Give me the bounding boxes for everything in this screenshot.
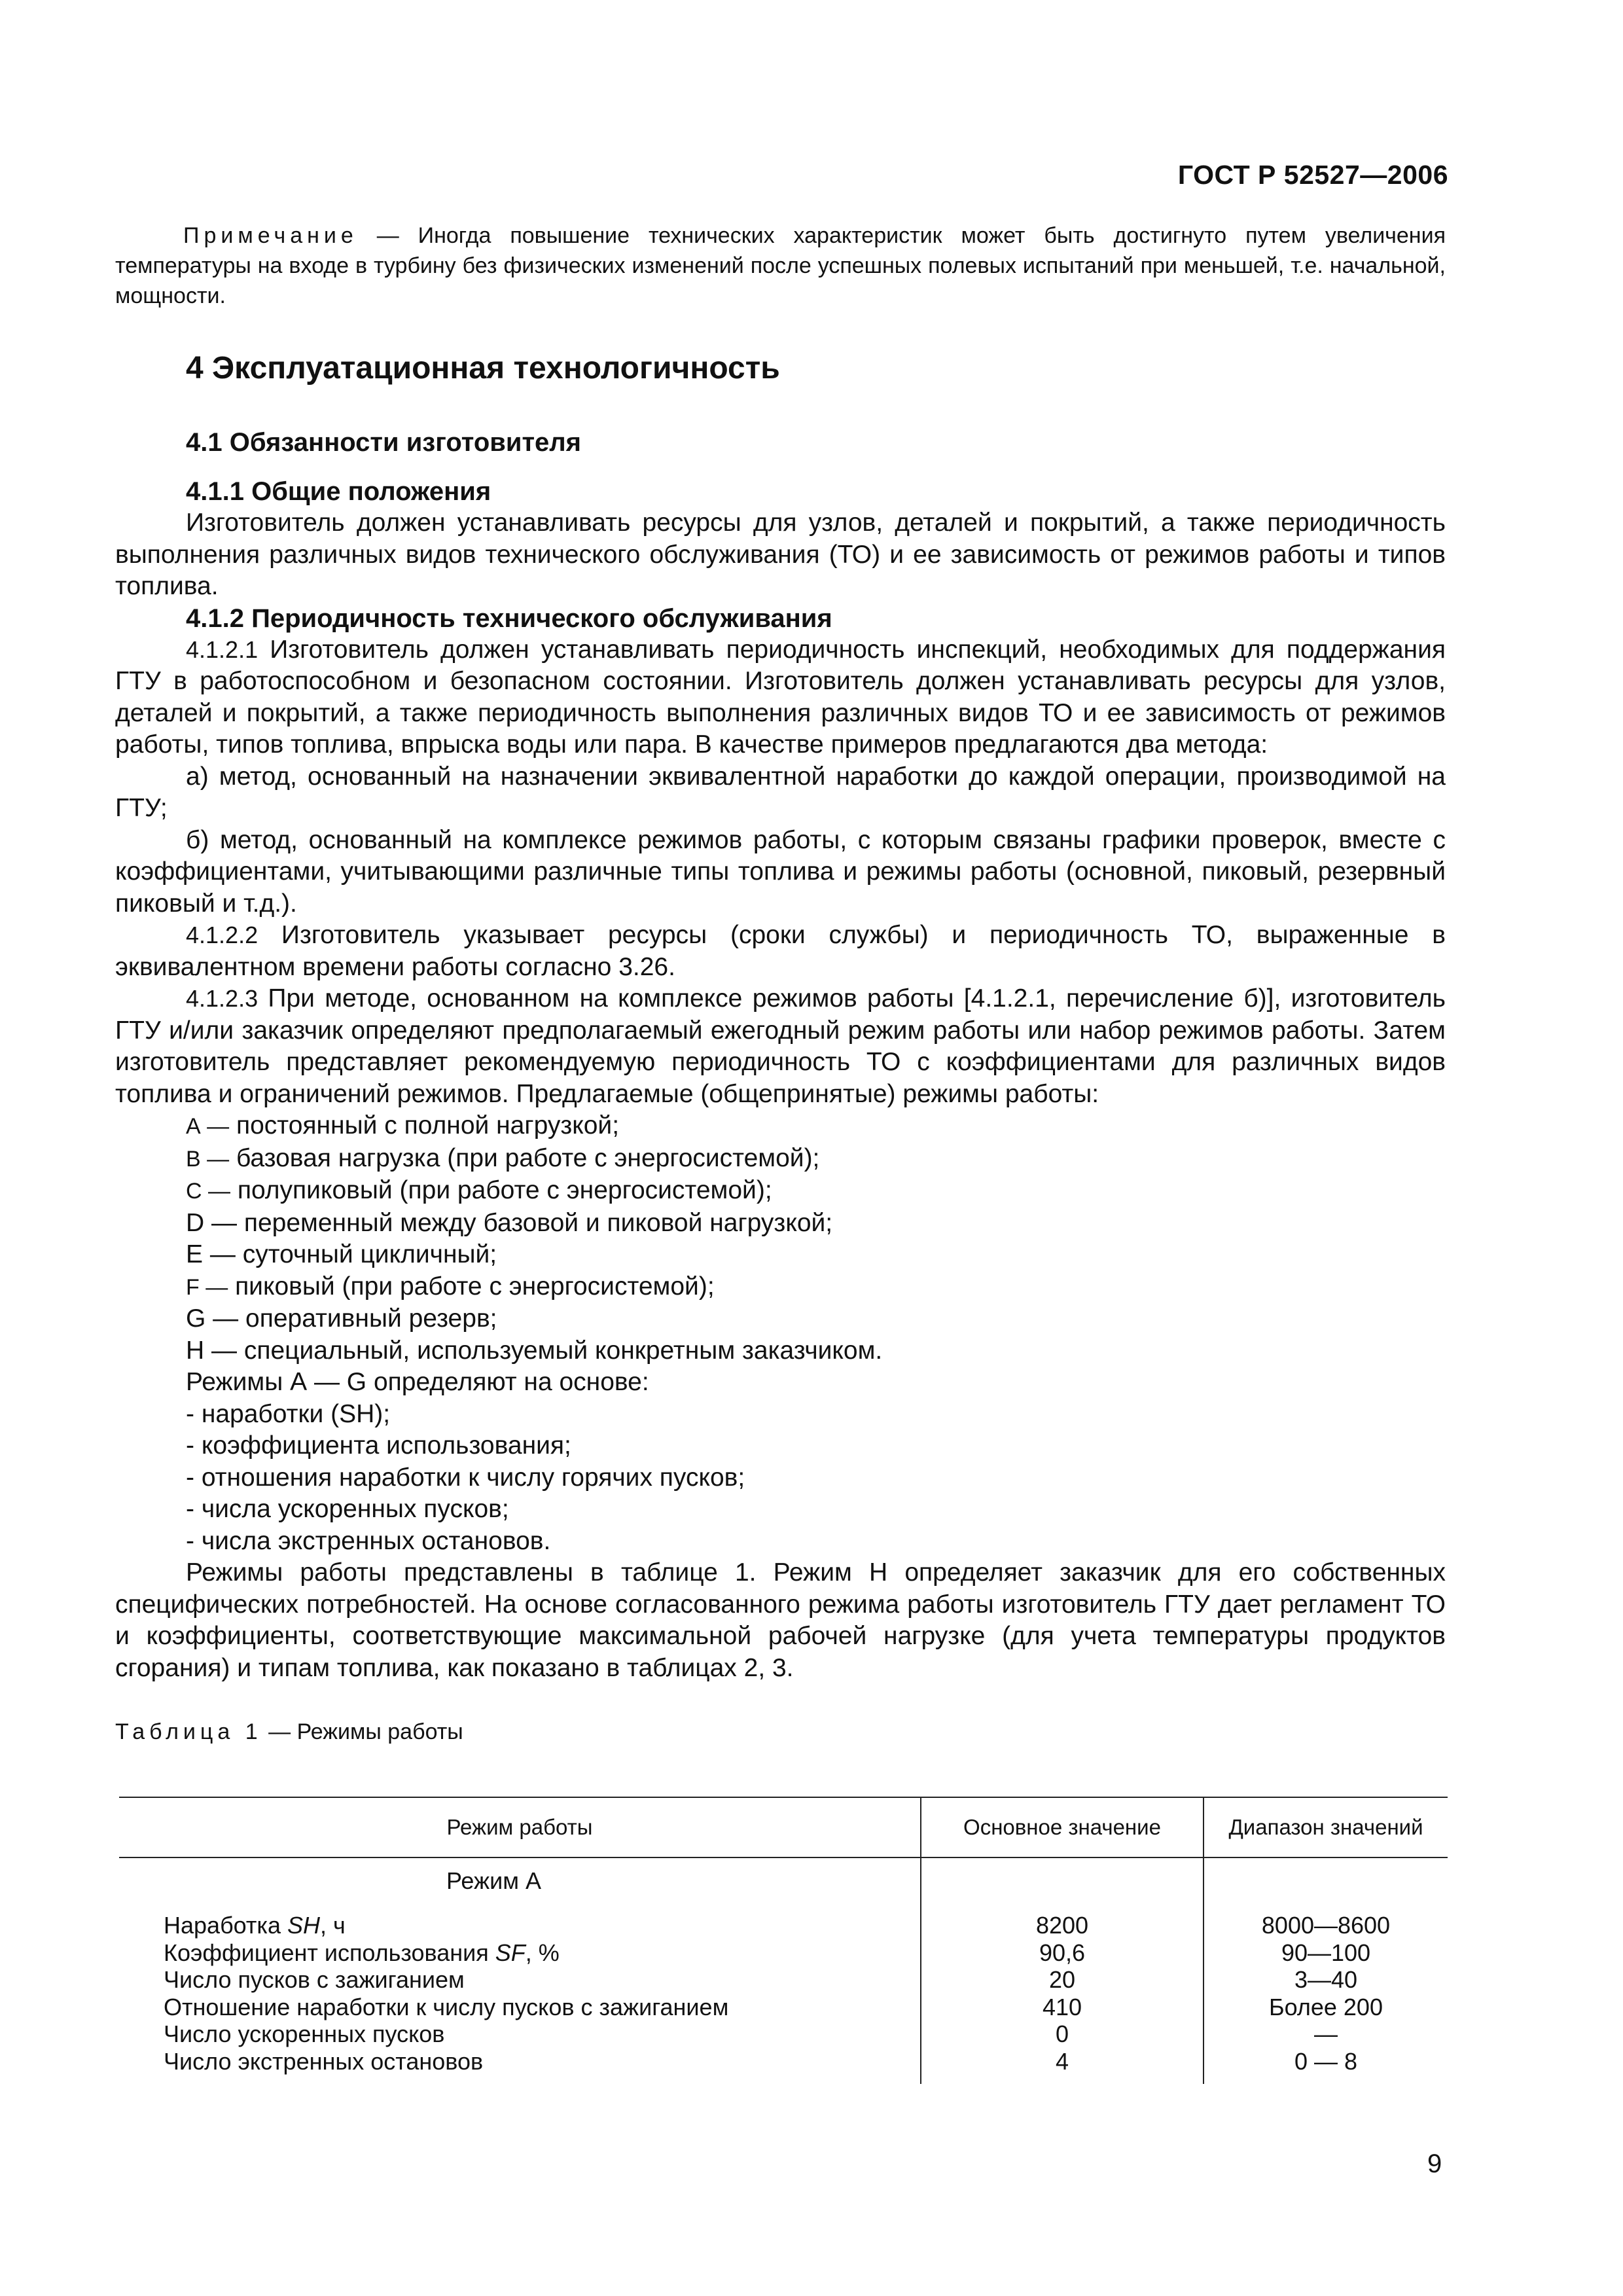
list-item: А — постоянный с полной нагрузкой; (186, 1111, 620, 1139)
modes-table (119, 1797, 1448, 2084)
list-item: - числа ускоренных пусков; (186, 1495, 509, 1523)
note-text: — Иногда повышение технических характеристик может быть достигнуто путем увеличения температуры на входе в турбину без физических изменений после успешных полевых испытаний при меньшей, т.е. начальной, мощности. (115, 223, 1446, 308)
basic-value: 20 (1048, 1966, 1076, 1993)
list-item: - коэффициента использования; (186, 1431, 571, 1460)
closing-paragraph: Режимы работы представлены в таблице 1. Режим Н определяет заказчик для его собственных специфических потребностей. На основе согласованного режима работы изготовитель ГТУ дает регламент ТО и коэффициенты, соответствующие максимальной рабочей нагрузке (для учета температуры продуктов сгорания) и типам топлива, как показано в таблицах 2, 3. (115, 1558, 1446, 1682)
document-code: ГОСТ Р 52527—2006 (1177, 160, 1448, 190)
parameter-name: Число пусков с зажиганием (164, 1966, 465, 1993)
list-item: Н — специальный, используемый конкретным заказчиком. (186, 1336, 883, 1365)
column-header: Режим работы (119, 1797, 921, 1857)
section-4-1-heading: 4.1 Обязанности изготовителя (186, 428, 582, 457)
parameter-name: Отношение наработки к числу пусков с зажиганием (164, 1993, 729, 2020)
modes-list (115, 1110, 1446, 1367)
section-4-1-2-heading: 4.1.2 Периодичность технического обслуживания (186, 603, 832, 633)
parameter-name: Коэффициент использования SF, % (164, 1939, 560, 1966)
section-4-heading: 4 Эксплуатационная технологичность (186, 351, 780, 386)
parameter-names (164, 1912, 920, 2075)
note-paragraph (115, 221, 1446, 311)
list-item: - наработки (SH); (186, 1399, 391, 1428)
range-values (1204, 1912, 1448, 2075)
section-4-1-1-text: Изготовитель должен устанавливать ресурсы для узлов, деталей и покрытий, а также периодичность выполнения различных видов технического обслуживания (ТО) и ее зависимость от режимов работы и типов топлива. (115, 509, 1446, 600)
paragraph-text: При методе, основанном на комплексе режимов работы [4.1.2.1, перечисление б)], изготовитель ГТУ и/или заказчик определяют предполагаемый ежегодный режим работы или набор режимов работы. Затем изготовитель представляет рекомендуемую периодичность ТО с коэффициентами для различных видов топлива и ограничений режимов. Предлагаемые (общепринятые) режимы работы: (115, 984, 1446, 1108)
section-4-1-1-heading: 4.1.1 Общие положения (186, 477, 491, 506)
table-row (119, 1857, 1448, 1904)
list-item: Е — суточный цикличный; (186, 1240, 497, 1268)
basic-value: 0 (1055, 2020, 1069, 2047)
list-item: В — базовая нагрузка (при работе с энергосистемой); (186, 1143, 820, 1172)
table-header-row (119, 1797, 1448, 1857)
paragraph-text: Изготовитель должен устанавливать периодичность инспекций, необходимых для поддержания ГТУ в работоспособном и безопасном состоянии. Изготовитель должен устанавливать ресурсы для узлов, деталей и покрытий, а также периодичность выполнения различных видов ТО и ее зависимость от режимов работы, типов топлива, впрыска воды или пара. В качестве примеров предлагаются два метода: (115, 635, 1446, 759)
page-number: 9 (1427, 2149, 1442, 2178)
column-header: Диапазон значений (1204, 1797, 1448, 1857)
range-value: 8000—8600 (1261, 1912, 1391, 1939)
parameter-name: Наработка SH, ч (164, 1912, 346, 1939)
paragraph-4-1-2-2 (115, 920, 1446, 983)
range-value: 3—40 (1294, 1966, 1358, 1993)
range-value: 0 — 8 (1294, 2047, 1358, 2075)
table-caption (115, 1719, 1446, 1745)
list-item: С — полупиковый (при работе с энергосистемой); (186, 1176, 772, 1204)
basic-value: 410 (1042, 1993, 1082, 2020)
list-item: F — пиковый (при работе с энергосистемой); (186, 1272, 715, 1300)
basic-values (921, 1912, 1203, 2075)
list-item: G — оперативный резерв; (186, 1304, 497, 1333)
table-row (119, 1904, 1448, 2084)
page-body (115, 221, 1446, 1745)
method-a: а) метод, основанный на назначении эквивалентной наработки до каждой операции, производимой на ГТУ; (115, 762, 1446, 822)
note-label: Примечание (183, 223, 358, 248)
basic-value: 4 (1055, 2047, 1069, 2075)
paragraph-4-1-2-1 (115, 634, 1446, 761)
range-value: Более 200 (1269, 1993, 1383, 2020)
method-b: б) метод, основанный на комплексе режимов работы, с которым связаны графики проверок, вместе с коэффициентами, учитывающими различные типы топлива и режимы работы (основной, пиковый, резервный пиковый и т.д.). (115, 825, 1446, 918)
column-header: Основное значение (921, 1797, 1204, 1857)
list-item: D — переменный между базовой и пиковой нагрузкой; (186, 1208, 833, 1237)
table-caption-text: — Режимы работы (268, 1719, 463, 1744)
basic-value: 90,6 (1039, 1939, 1086, 1966)
parameter-name: Число экстренных остановов (164, 2047, 484, 2075)
paragraph-number: 4.1.2.3 (186, 985, 259, 1012)
basic-value: 8200 (1035, 1912, 1089, 1939)
mode-title: Режим А (119, 1857, 921, 1904)
paragraph-number: 4.1.2.2 (186, 922, 259, 948)
range-value: 90—100 (1281, 1939, 1371, 1966)
list-item: - числа экстренных остановов. (186, 1526, 551, 1555)
table-caption-label: Таблица 1 (115, 1719, 262, 1744)
list-item: - отношения наработки к числу горячих пусков; (186, 1463, 745, 1492)
parameter-name: Число ускоренных пусков (164, 2020, 445, 2047)
range-value: — (1314, 2020, 1338, 2047)
paragraph-4-1-2-3 (115, 983, 1446, 1110)
modes-basis-intro: Режимы А — G определяют на основе: (186, 1368, 649, 1396)
paragraph-text: Изготовитель указывает ресурсы (сроки службы) и периодичность ТО, выраженные в эквивалентном времени работы согласно 3.26. (115, 921, 1446, 981)
paragraph-number: 4.1.2.1 (186, 636, 259, 663)
basis-list (115, 1399, 1446, 1558)
